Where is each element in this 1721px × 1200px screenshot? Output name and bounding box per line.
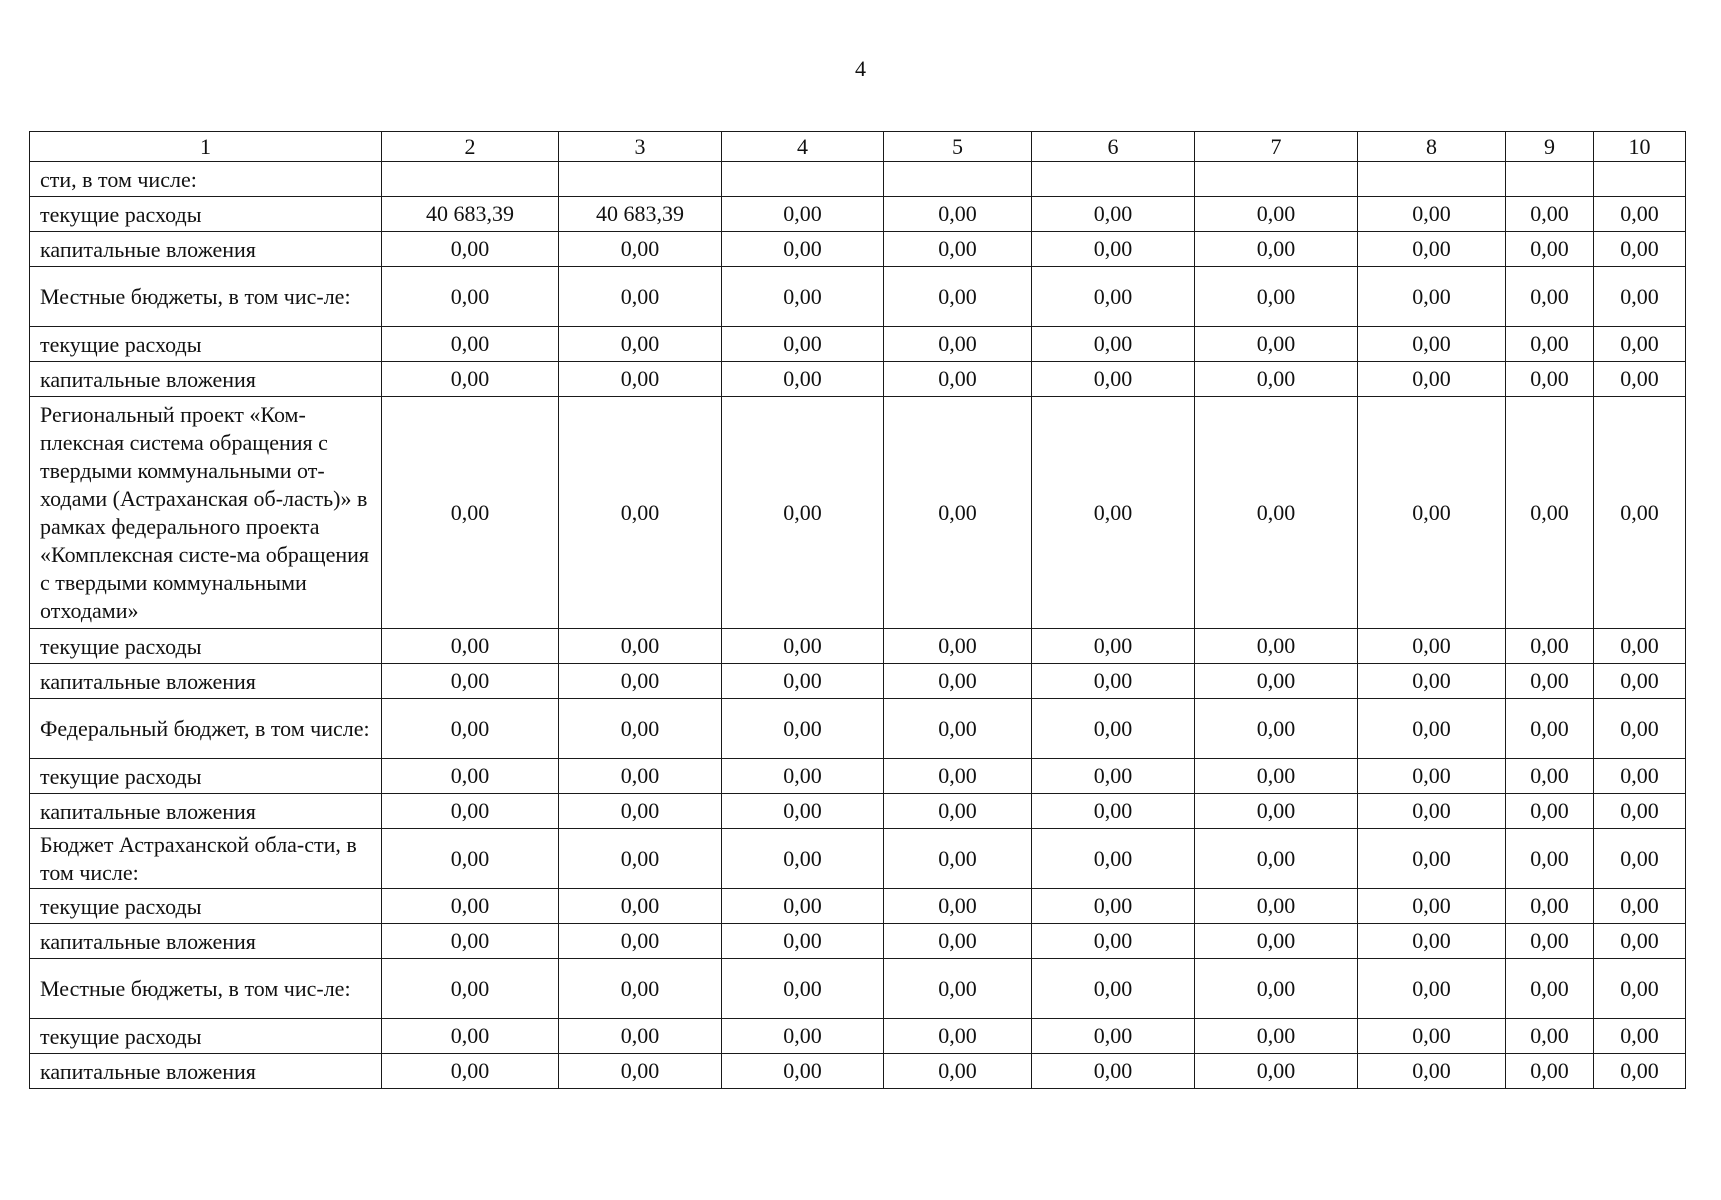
value-cell: 0,00 [884,664,1032,699]
value-cell: 0,00 [1358,362,1506,397]
value-cell: 0,00 [1594,699,1686,759]
value-cell: 0,00 [884,362,1032,397]
value-cell: 0,00 [1506,699,1594,759]
value-cell: 0,00 [559,629,722,664]
table-row [30,759,1686,794]
value-cell: 0,00 [1594,794,1686,829]
value-cell: 0,00 [1358,232,1506,267]
row-label: текущие расходы [30,629,382,664]
value-cell: 0,00 [722,759,884,794]
value-cell: 0,00 [884,1019,1032,1054]
value-cell: 0,00 [722,959,884,1019]
table-row [30,664,1686,699]
value-cell: 0,00 [1032,362,1195,397]
value-cell: 0,00 [1594,829,1686,889]
value-cell: 0,00 [1594,327,1686,362]
value-cell: 0,00 [382,362,559,397]
value-cell: 0,00 [884,759,1032,794]
value-cell: 0,00 [559,267,722,327]
value-cell: 0,00 [722,794,884,829]
value-cell: 0,00 [1195,362,1358,397]
row-label: Федеральный бюджет, в том числе: [30,699,382,759]
value-cell: 0,00 [382,629,559,664]
value-cell: 0,00 [1032,327,1195,362]
value-cell: 0,00 [1032,1054,1195,1089]
value-cell: 0,00 [722,267,884,327]
row-label: капитальные вложения [30,1054,382,1089]
value-cell [884,162,1032,197]
value-cell: 0,00 [382,794,559,829]
column-number: 2 [382,132,559,162]
value-cell: 0,00 [1358,197,1506,232]
value-cell: 0,00 [1032,889,1195,924]
row-label: Местные бюджеты, в том чис-ле: [30,959,382,1019]
row-label: капитальные вложения [30,924,382,959]
value-cell: 0,00 [1594,629,1686,664]
column-number: 6 [1032,132,1195,162]
value-cell: 0,00 [884,959,1032,1019]
value-cell: 0,00 [382,959,559,1019]
value-cell: 0,00 [382,699,559,759]
value-cell [559,162,722,197]
value-cell: 0,00 [722,1019,884,1054]
value-cell: 0,00 [884,267,1032,327]
row-label: капитальные вложения [30,794,382,829]
value-cell: 0,00 [722,829,884,889]
value-cell: 0,00 [1506,629,1594,664]
value-cell: 0,00 [1506,1054,1594,1089]
value-cell: 0,00 [1594,397,1686,629]
value-cell: 0,00 [1195,1019,1358,1054]
table-row [30,1019,1686,1054]
value-cell: 0,00 [1358,629,1506,664]
value-cell: 0,00 [559,664,722,699]
value-cell: 0,00 [1032,197,1195,232]
value-cell: 0,00 [1032,232,1195,267]
table-row [30,1054,1686,1089]
value-cell: 0,00 [1594,664,1686,699]
table-row [30,699,1686,759]
value-cell: 0,00 [722,232,884,267]
row-label: Местные бюджеты, в том чис-ле: [30,267,382,327]
value-cell: 0,00 [1506,924,1594,959]
column-number: 3 [559,132,722,162]
value-cell: 0,00 [1195,197,1358,232]
value-cell: 0,00 [1506,327,1594,362]
row-label: текущие расходы [30,889,382,924]
value-cell: 0,00 [1506,794,1594,829]
value-cell: 0,00 [1032,629,1195,664]
value-cell: 0,00 [1195,629,1358,664]
row-label: текущие расходы [30,759,382,794]
value-cell: 0,00 [1195,759,1358,794]
value-cell: 0,00 [1594,267,1686,327]
value-cell: 0,00 [1594,959,1686,1019]
value-cell: 0,00 [1594,1054,1686,1089]
value-cell: 0,00 [1594,362,1686,397]
value-cell: 0,00 [559,924,722,959]
table-row [30,197,1686,232]
value-cell [1594,162,1686,197]
value-cell: 0,00 [382,397,559,629]
value-cell: 0,00 [559,1019,722,1054]
column-number: 9 [1506,132,1594,162]
value-cell: 0,00 [1594,232,1686,267]
value-cell: 0,00 [1506,397,1594,629]
table-row [30,794,1686,829]
value-cell: 0,00 [1358,759,1506,794]
budget-table [29,131,1686,1089]
value-cell: 0,00 [559,1054,722,1089]
value-cell: 0,00 [1032,397,1195,629]
value-cell [722,162,884,197]
value-cell: 0,00 [1032,924,1195,959]
value-cell: 0,00 [1195,664,1358,699]
row-label: текущие расходы [30,197,382,232]
value-cell: 0,00 [1594,759,1686,794]
value-cell: 0,00 [559,397,722,629]
value-cell: 0,00 [722,197,884,232]
value-cell: 0,00 [1195,829,1358,889]
value-cell [1506,162,1594,197]
value-cell: 0,00 [1195,327,1358,362]
value-cell: 0,00 [1506,197,1594,232]
row-label: текущие расходы [30,327,382,362]
value-cell: 0,00 [1195,889,1358,924]
value-cell: 0,00 [1594,924,1686,959]
value-cell: 0,00 [1506,889,1594,924]
value-cell: 0,00 [884,699,1032,759]
value-cell: 0,00 [382,759,559,794]
value-cell: 0,00 [1032,794,1195,829]
value-cell: 0,00 [722,629,884,664]
value-cell [1195,162,1358,197]
value-cell: 0,00 [382,924,559,959]
value-cell: 0,00 [1358,664,1506,699]
table-row [30,889,1686,924]
value-cell: 0,00 [722,397,884,629]
value-cell: 0,00 [382,1019,559,1054]
value-cell: 0,00 [722,1054,884,1089]
value-cell: 0,00 [559,794,722,829]
table-row [30,924,1686,959]
table-row [30,829,1686,889]
value-cell: 0,00 [1195,699,1358,759]
value-cell: 0,00 [1032,829,1195,889]
value-cell: 0,00 [722,924,884,959]
value-cell: 0,00 [559,327,722,362]
column-number: 4 [722,132,884,162]
column-number-row [30,132,1686,162]
value-cell: 0,00 [884,889,1032,924]
value-cell: 0,00 [1195,1054,1358,1089]
value-cell: 0,00 [1506,759,1594,794]
value-cell: 0,00 [559,959,722,1019]
row-label: Бюджет Астраханской обла-сти, в том числе: [30,829,382,889]
value-cell: 0,00 [559,362,722,397]
value-cell: 0,00 [1594,197,1686,232]
value-cell: 0,00 [1506,232,1594,267]
value-cell: 0,00 [1032,759,1195,794]
value-cell: 0,00 [1195,232,1358,267]
value-cell: 0,00 [1506,267,1594,327]
row-label: сти, в том числе: [30,162,382,197]
value-cell: 0,00 [1032,1019,1195,1054]
row-label: капитальные вложения [30,232,382,267]
value-cell: 0,00 [884,397,1032,629]
value-cell: 0,00 [722,362,884,397]
value-cell: 0,00 [559,232,722,267]
value-cell: 0,00 [382,327,559,362]
table-row [30,629,1686,664]
column-number: 1 [30,132,382,162]
value-cell: 0,00 [722,664,884,699]
value-cell: 0,00 [1358,699,1506,759]
value-cell: 0,00 [1506,829,1594,889]
value-cell: 0,00 [1358,889,1506,924]
value-cell: 0,00 [382,664,559,699]
value-cell: 0,00 [559,699,722,759]
row-label: Региональный проект «Ком-плексная система обращения с твердыми коммунальными от-ходами (Астраханская об-ласть)» в рамках федерального проекта «Комплексная систе-ма обращения с твердыми коммунальными отходами» [30,397,382,629]
value-cell: 0,00 [1032,699,1195,759]
value-cell [1358,162,1506,197]
value-cell: 0,00 [722,327,884,362]
value-cell: 0,00 [1358,1054,1506,1089]
value-cell: 0,00 [382,232,559,267]
value-cell: 0,00 [884,794,1032,829]
value-cell: 0,00 [559,829,722,889]
value-cell: 0,00 [1594,1019,1686,1054]
table-row [30,327,1686,362]
value-cell: 0,00 [1032,959,1195,1019]
value-cell: 0,00 [1358,397,1506,629]
value-cell: 40 683,39 [382,197,559,232]
value-cell: 0,00 [884,327,1032,362]
row-label: капитальные вложения [30,362,382,397]
value-cell: 0,00 [1358,327,1506,362]
table-row [30,232,1686,267]
value-cell: 0,00 [1195,794,1358,829]
value-cell: 0,00 [884,629,1032,664]
row-label: текущие расходы [30,1019,382,1054]
value-cell: 0,00 [1506,1019,1594,1054]
column-number: 10 [1594,132,1686,162]
value-cell: 0,00 [1506,362,1594,397]
value-cell: 40 683,39 [559,197,722,232]
column-number: 7 [1195,132,1358,162]
value-cell: 0,00 [382,267,559,327]
table-row [30,362,1686,397]
row-label: капитальные вложения [30,664,382,699]
value-cell: 0,00 [1195,397,1358,629]
value-cell: 0,00 [1358,829,1506,889]
column-number: 5 [884,132,1032,162]
table-row [30,959,1686,1019]
value-cell: 0,00 [1032,267,1195,327]
value-cell: 0,00 [559,759,722,794]
value-cell: 0,00 [1506,664,1594,699]
value-cell: 0,00 [1358,924,1506,959]
value-cell: 0,00 [382,1054,559,1089]
value-cell: 0,00 [1358,794,1506,829]
value-cell: 0,00 [1195,924,1358,959]
value-cell: 0,00 [722,889,884,924]
value-cell: 0,00 [884,924,1032,959]
page-number: 4 [855,56,866,81]
table-row [30,397,1686,629]
table-row [30,162,1686,197]
value-cell: 0,00 [1358,1019,1506,1054]
value-cell: 0,00 [382,889,559,924]
value-cell: 0,00 [1195,267,1358,327]
value-cell: 0,00 [884,232,1032,267]
value-cell: 0,00 [559,889,722,924]
value-cell [382,162,559,197]
value-cell: 0,00 [1358,267,1506,327]
value-cell: 0,00 [884,829,1032,889]
value-cell: 0,00 [1032,664,1195,699]
value-cell: 0,00 [722,699,884,759]
value-cell: 0,00 [1195,959,1358,1019]
table-row [30,267,1686,327]
value-cell: 0,00 [884,197,1032,232]
value-cell [1032,162,1195,197]
value-cell: 0,00 [884,1054,1032,1089]
value-cell: 0,00 [382,829,559,889]
value-cell: 0,00 [1594,889,1686,924]
value-cell: 0,00 [1358,959,1506,1019]
column-number: 8 [1358,132,1506,162]
value-cell: 0,00 [1506,959,1594,1019]
